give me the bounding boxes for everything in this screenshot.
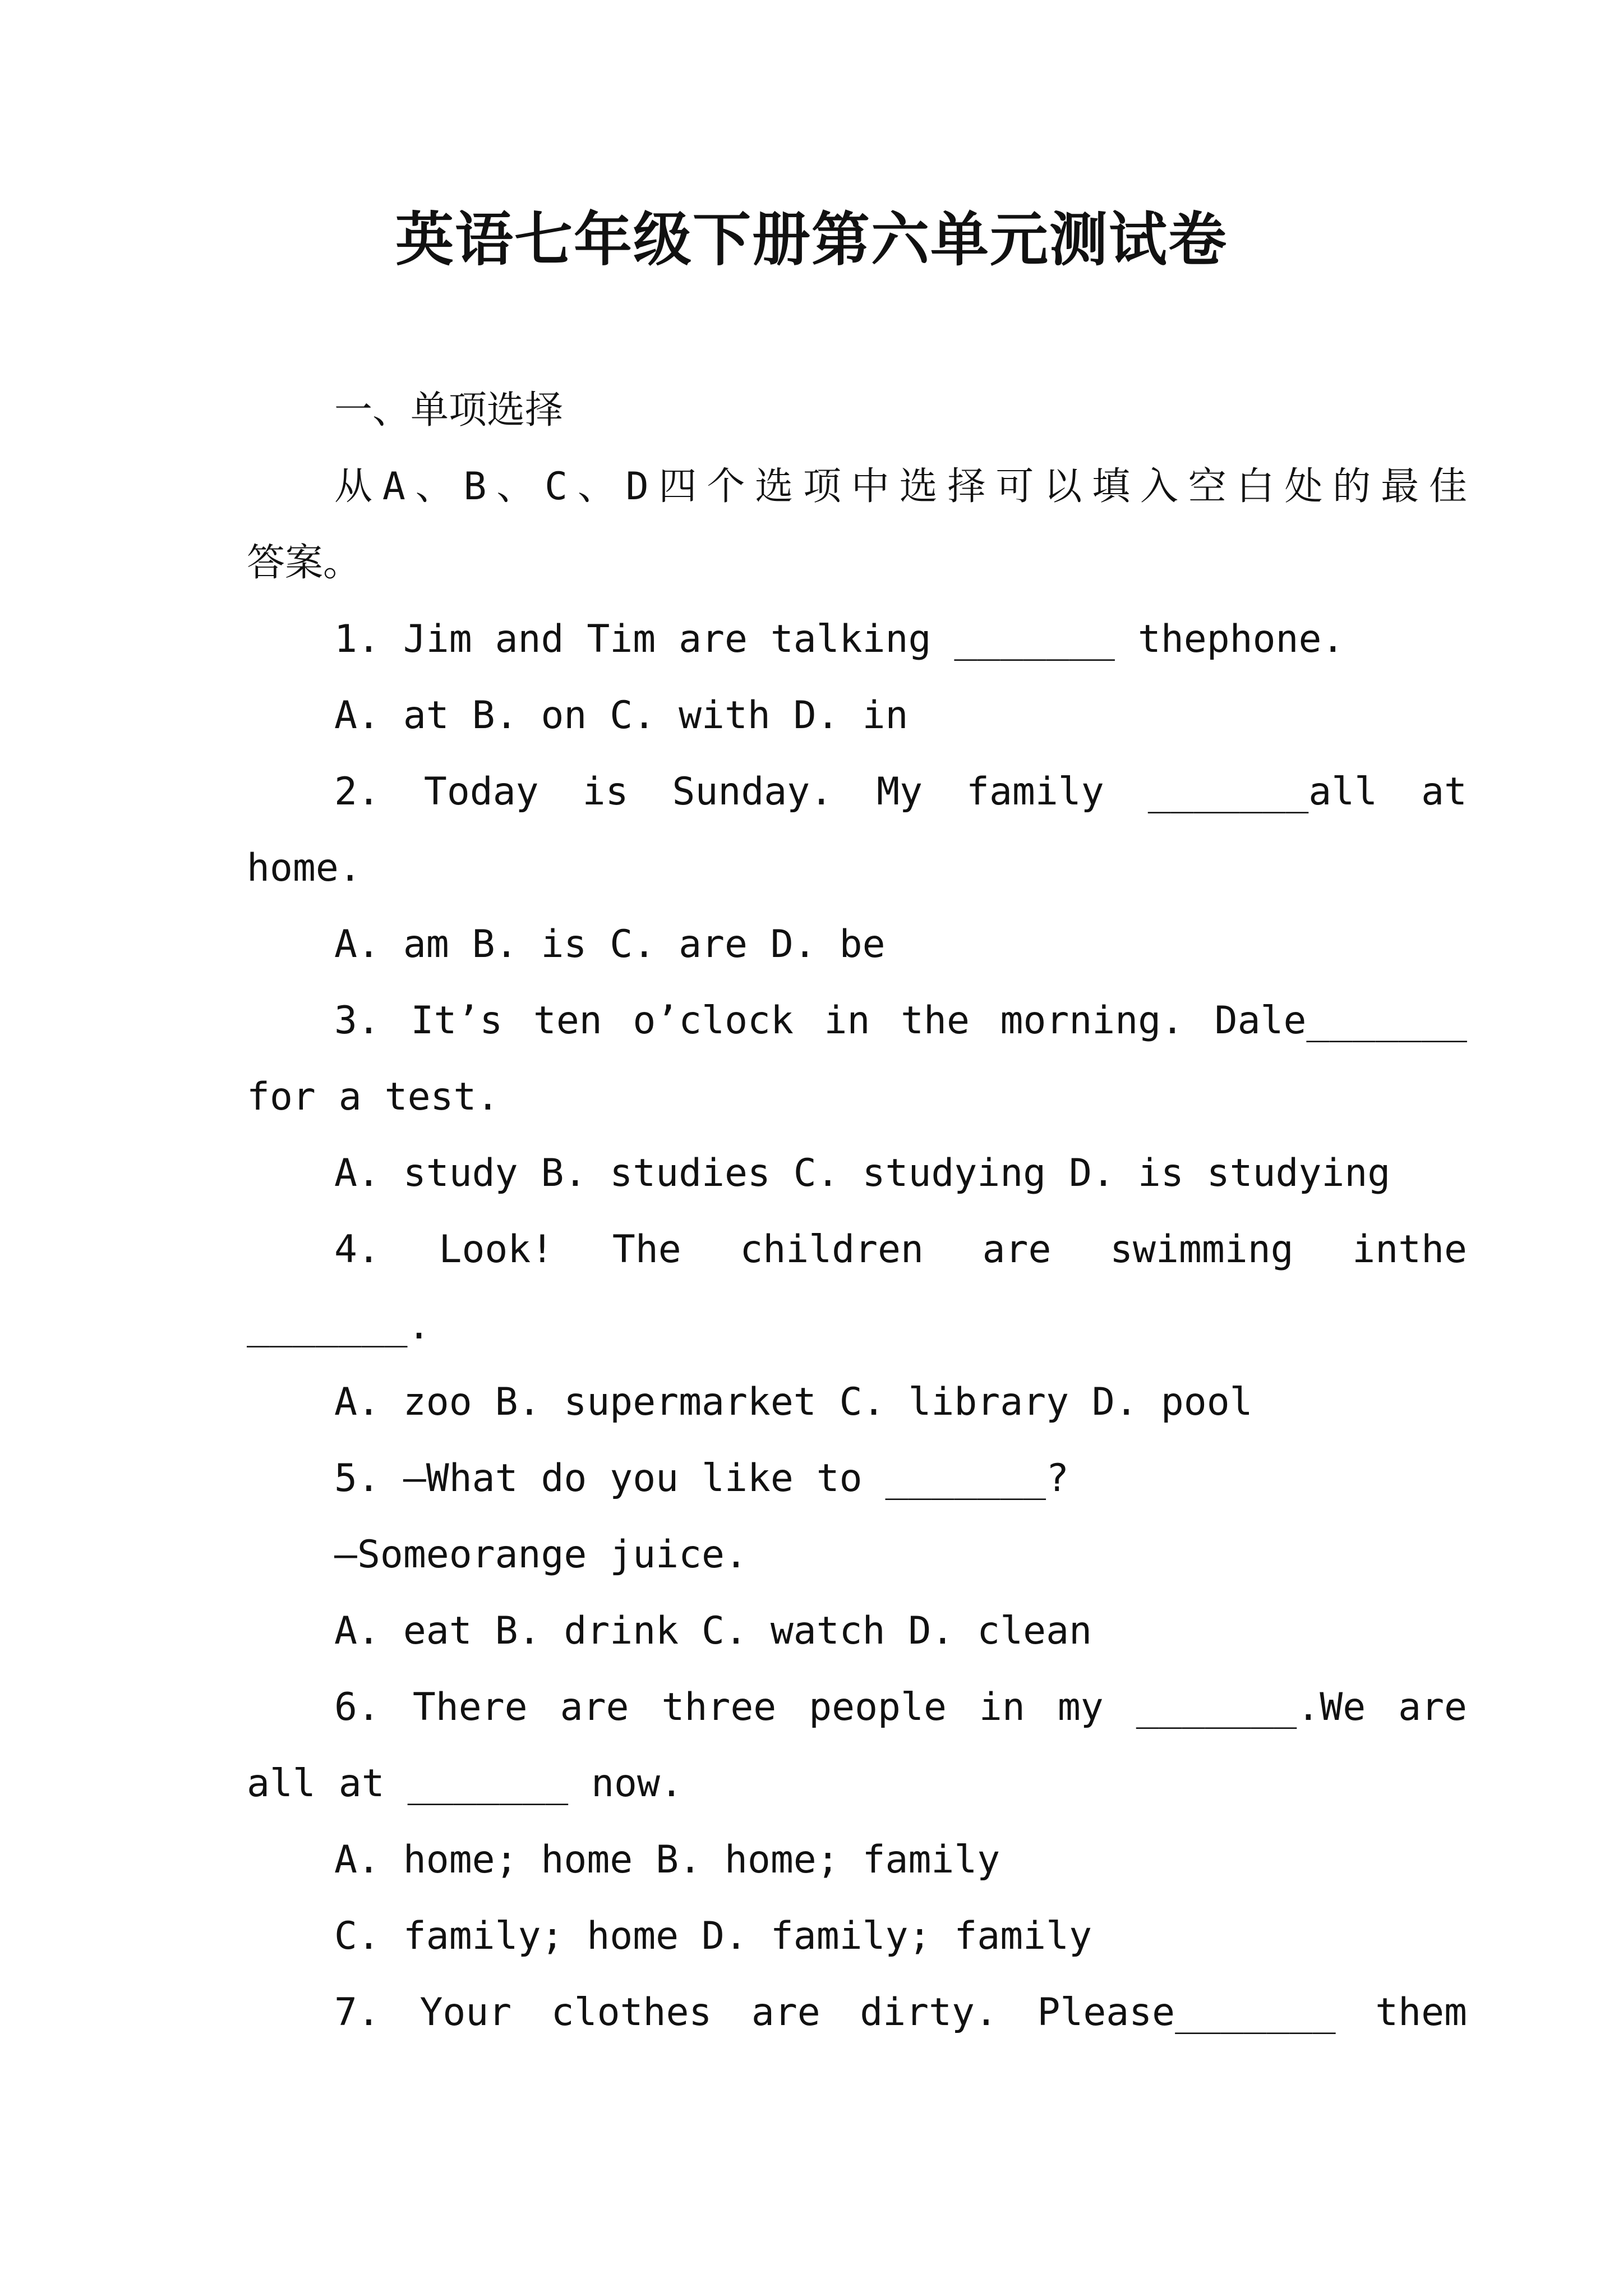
options-4: A. zoo B. supermarket C. library D. pool [334,1380,1253,1424]
question-7: 7. Your clothes are dirty. Please_______ them [334,1990,1467,2035]
options-1: A. at B. on C. with D. in [334,693,909,738]
question-6-cont: all at _______ now. [247,1761,683,1806]
options-3: A. study B. studies C. studying D. is studying [334,1151,1391,1195]
instruction-text: 从A、B、C、D四个选项中选择可以填入空白处的最佳 [334,464,1467,509]
page-title: 英语七年级下册第六单元测试卷 [395,205,1228,274]
options-6-cd: C. family; home D. family; family [334,1914,1092,1958]
question-6: 6. There are three people in my _______.We are [334,1685,1467,1729]
question-2-cont: home. [247,846,362,890]
question-4-cont: _______. [247,1304,431,1348]
question-4: 4. Look! The children are swimming inthe [334,1227,1467,1272]
question-5: 5. —What do you like to _______? [334,1456,1069,1501]
question-2: 2. Today is Sunday. My family _______all at [334,770,1467,814]
instruction-text: 答案。 [247,541,362,585]
question-3: 3. It’s ten o’clock in the morning. Dale_______ [334,999,1467,1043]
section-heading: 一、单项选择 [334,388,564,432]
options-5: A. eat B. drink C. watch D. clean [334,1609,1092,1653]
question-3-cont: for a test. [247,1075,500,1119]
options-6-ab: A. home; home B. home; family [334,1838,1000,1882]
question-5-answer: —Someorange juice. [334,1533,748,1577]
question-1: 1. Jim and Tim are talking _______ thephone. [334,617,1345,661]
options-2: A. am B. is C. are D. be [334,922,886,967]
